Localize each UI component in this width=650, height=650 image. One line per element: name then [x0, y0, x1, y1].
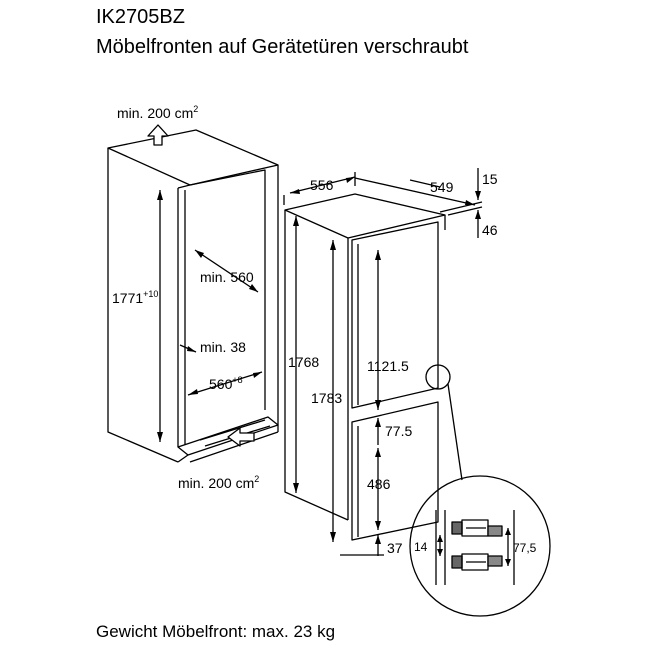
upper-door-dimension: [375, 250, 381, 410]
niche-width-label: $560^{+8}$: [209, 375, 243, 392]
appliance-depth-label: 549: [430, 179, 454, 195]
body-height-label: 1768: [288, 354, 320, 370]
offset-top-label: 15: [482, 171, 498, 187]
lower-door-label: 486: [367, 476, 391, 492]
vent-top-arrow-icon: [148, 125, 168, 145]
hinge-detail: [436, 510, 514, 585]
appliance-upper-door: [352, 222, 438, 408]
model-title: IK2705BZ: [96, 6, 185, 28]
niche-depth-label: min. 560: [200, 269, 254, 285]
bottom-gap-label: 37: [387, 540, 403, 556]
niche-height-dimension: [157, 190, 163, 442]
vent-bottom-label: min. 200 $cm^2$: [178, 474, 260, 491]
page-subtitle: Möbelfronten auf Gerätetüren verschraubt: [96, 36, 469, 58]
offset-door-label: 46: [482, 222, 498, 238]
detail-gap-left-label: 14: [414, 540, 428, 554]
appliance-width-label: 556: [310, 177, 334, 193]
door-gap-label: 77.5: [385, 423, 413, 439]
vent-top-label: min. 200 $cm^2$: [117, 104, 199, 121]
total-height-label: 1783: [311, 390, 343, 406]
door-gap-dimension: [375, 418, 381, 445]
niche-height-label: $1771^{+10}$: [112, 289, 159, 306]
upper-door-label: 1121.5: [367, 358, 409, 374]
weight-note: Gewicht Möbelfront: max. 23 kg: [96, 622, 336, 641]
side-gap-dimension: [180, 345, 196, 352]
detail-gap-right-label: 77,5: [513, 541, 537, 555]
side-gap-label: min. 38: [200, 339, 246, 355]
detail-callout: [410, 365, 550, 616]
